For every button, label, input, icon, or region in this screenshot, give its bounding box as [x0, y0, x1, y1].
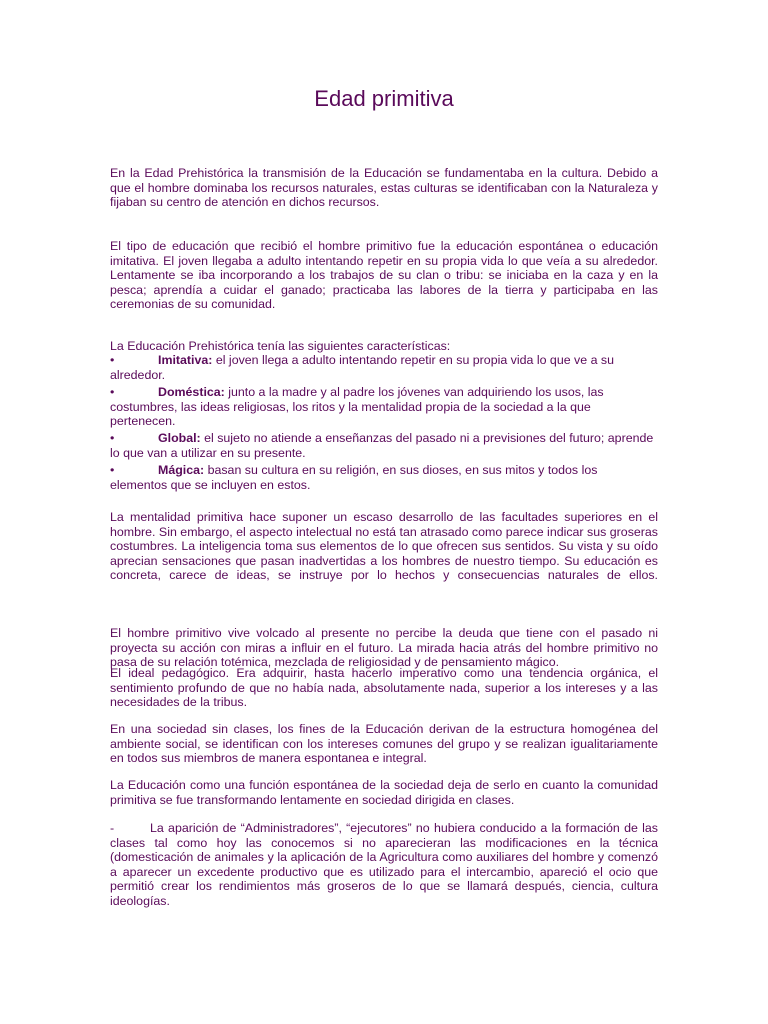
paragraph-pedagogic-ideal: El ideal pedagógico. Era adquirir, hasta hacerlo imperativo como una tendencia orgánica, el sentimiento profundo de que no había nada, absolutamente nada, superior a los intereses y a las necesidades de la tribus. — [110, 666, 658, 710]
list-item-text: junto a la madre y al padre los jóvenes van adquiriendo los usos, las costumbres, las ideas religiosas, los ritos y la mentalidad propia de la sociedad a la que pertenecen. — [110, 385, 604, 429]
list-item-text: el sujeto no atiende a enseñanzas del pasado ni a previsiones del futuro; aprende lo que van a utilizar en su presente. — [110, 431, 654, 460]
paragraph-classless-society: En una sociedad sin clases, los fines de la Educación derivan de la estructura homogénea del ambiente social, se identifican con los intereses comunes del grupo y se realizan igualitariamente en todos sus miembros de manera espontanea e integral. — [110, 722, 658, 766]
paragraph-spontaneous-function: La Educación como una función espontánea de la sociedad deja de serlo en cuanto la comunidad primitiva se fue transformando lentamente en sociedad dirigida en clases. — [110, 778, 658, 807]
paragraph-primitive-man: El hombre primitivo vive volcado al presente no percibe la deuda que tiene con el pasado ni proyecta su acción con miras a influir en el futuro. La mirada hacia atrás del hombre primitivo no pasa de su relación totémica, mezclada de religiosidad y de pensamiento mágico. — [110, 626, 658, 670]
list-item-magica — [110, 463, 658, 492]
paragraph-education-type: El tipo de educación que recibió el hombre primitivo fue la educación espontánea o educación imitativa. El joven llegaba a adulto intentando repetir en su propia vida lo que veía a su alrededor. Lentamente se iba incorporando a los trabajos de su clan o tribu: se iniciaba en la caza y en la pesca; aprendía a cuidar el ganado; practicaba las labores de la tierra y participaba en las ceremonias de su comunidad. — [110, 239, 658, 312]
bullet-icon: • — [110, 431, 115, 445]
list-item-term: Doméstica: — [158, 385, 225, 399]
bullet-icon: • — [110, 353, 115, 367]
list-item-term: Imitativa: — [158, 353, 213, 367]
list-item-term: Mágica: — [158, 463, 205, 477]
dash-marker: - — [110, 821, 115, 835]
paragraph-administrators-text: La aparición de “Administradores”, “ejecutores” no hubiera conducido a la formación de las clases tal como hoy las conocemos si no aparecieran las modificaciones en la técnica (domesticación de animales y la aplicación de la Agricultura como auxiliares del hombre y comenzó a aparecer un excedente productivo que es utilizado para el intercambio, apareció el ocio que permitió crear los rendimientos más groseros de lo que se llamará después, ciencia, cultura ideologías. — [110, 821, 658, 908]
list-item-text: el joven llega a adulto intentando repetir en su propia vida lo que ve a su alrededor. — [110, 353, 615, 382]
characteristics-intro: La Educación Prehistórica tenía las siguientes características: — [110, 339, 451, 353]
paragraph-mentality: La mentalidad primitiva hace suponer un escaso desarrollo de las facultades superiores en el hombre. Sin embargo, el aspecto intelectual no está tan atrasado como parece indicar sus groseras costumbres. La inteligencia toma sus elementos de lo que ofrecen sus sentidos. Su vista y su oído aprecian sensaciones que pasan inadvertidas a los hombres de nuestro tiempo. Su educación es concreta, carece de ideas, se instruye por lo hechos y consecuencias naturales de ellos. — [110, 510, 658, 583]
list-item-imitativa — [110, 353, 658, 382]
bullet-icon: • — [110, 463, 115, 477]
paragraph-administrators — [110, 821, 658, 909]
page-title: Edad primitiva — [314, 86, 454, 111]
paragraph-intro: En la Edad Prehistórica la transmisión de la Educación se fundamentaba en la cultura. Debido a que el hombre dominaba los recursos naturales, estas culturas se identificaban con la Naturaleza y fijaban su centro de atención en dichos recursos. — [110, 166, 658, 210]
list-item-domestica — [110, 385, 658, 429]
list-item-global — [110, 431, 658, 460]
list-item-text: basan su cultura en su religión, en sus dioses, en sus mitos y todos los elementos que se incluyen en estos. — [110, 463, 598, 492]
bullet-icon: • — [110, 385, 115, 399]
list-item-term: Global: — [158, 431, 201, 445]
